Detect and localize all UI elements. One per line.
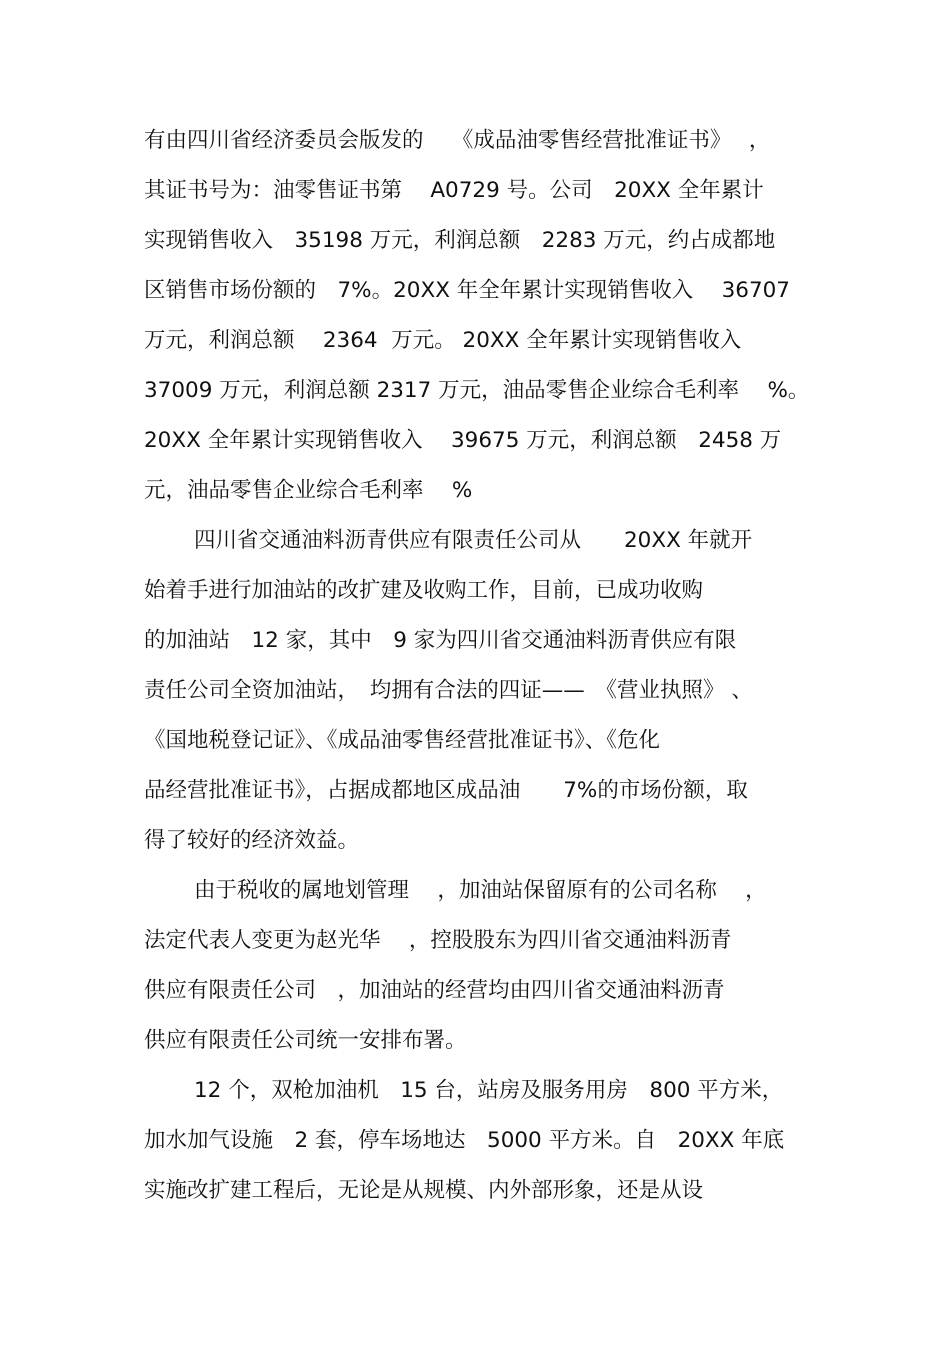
text-line: 《国地税登记证》、《成品油零售经营批准证书》、《危化	[144, 728, 661, 753]
text-line: 法定代表人变更为赵光华 ，控股股东为四川省交通油料沥青	[144, 928, 732, 953]
text-line: 责任公司全资加油站， 均拥有合法的四证—— 《营业执照》 、	[144, 678, 753, 703]
paragraph-first-line: 由于税收的属地划管理 ，加油站保留原有的公司名称 ，	[194, 878, 767, 903]
text-line: 37009 万元，利润总额 2317 万元，油品零售企业综合毛利率 %。	[144, 378, 810, 403]
text-line: 始着手进行加油站的改扩建及收购工作，目前，已成功收购	[144, 578, 704, 603]
paragraph-first-line: 四川省交通油料沥青供应有限责任公司从 20XX 年就开	[194, 528, 753, 553]
text-line: 实施改扩建工程后，无论是从规模、内外部形象，还是从设	[144, 1178, 704, 1203]
text-line: 其证书号为：油零售证书第 A0729 号。公司 20XX 全年累计	[144, 178, 764, 203]
text-line: 万元，利润总额 2364 万元。 20XX 全年累计实现销售收入	[144, 328, 742, 353]
text-line: 品经营批准证书》，占据成都地区成品油 7%的市场份额，取	[144, 778, 748, 803]
text-line: 供应有限责任公司统一安排布署。	[144, 1028, 467, 1053]
text-line: 有由四川省经济委员会版发的 《成品油零售经营批准证书》 ，	[144, 128, 771, 153]
text-line: 的加油站 12 家，其中 9 家为四川省交通油料沥青供应有限	[144, 628, 737, 653]
paragraph-first-line: 12 个，双枪加油机 15 台，站房及服务用房 800 平方米，	[194, 1078, 784, 1103]
text-line: 20XX 全年累计实现销售收入 39675 万元，利润总额 2458 万	[144, 428, 782, 453]
text-line: 加水加气设施 2 套，停车场地达 5000 平方米。自 20XX 年底	[144, 1128, 785, 1153]
text-line: 元，油品零售企业综合毛利率 %	[144, 478, 473, 503]
text-line: 实现销售收入 35198 万元，利润总额 2283 万元，约占成都地	[144, 228, 776, 253]
text-line: 区销售市场份额的 7%。20XX 年全年累计实现销售收入 36707	[144, 278, 790, 303]
text-line: 得了较好的经济效益。	[144, 828, 360, 853]
text-line: 供应有限责任公司 ，加油站的经营均由四川省交通油料沥青	[144, 978, 725, 1003]
